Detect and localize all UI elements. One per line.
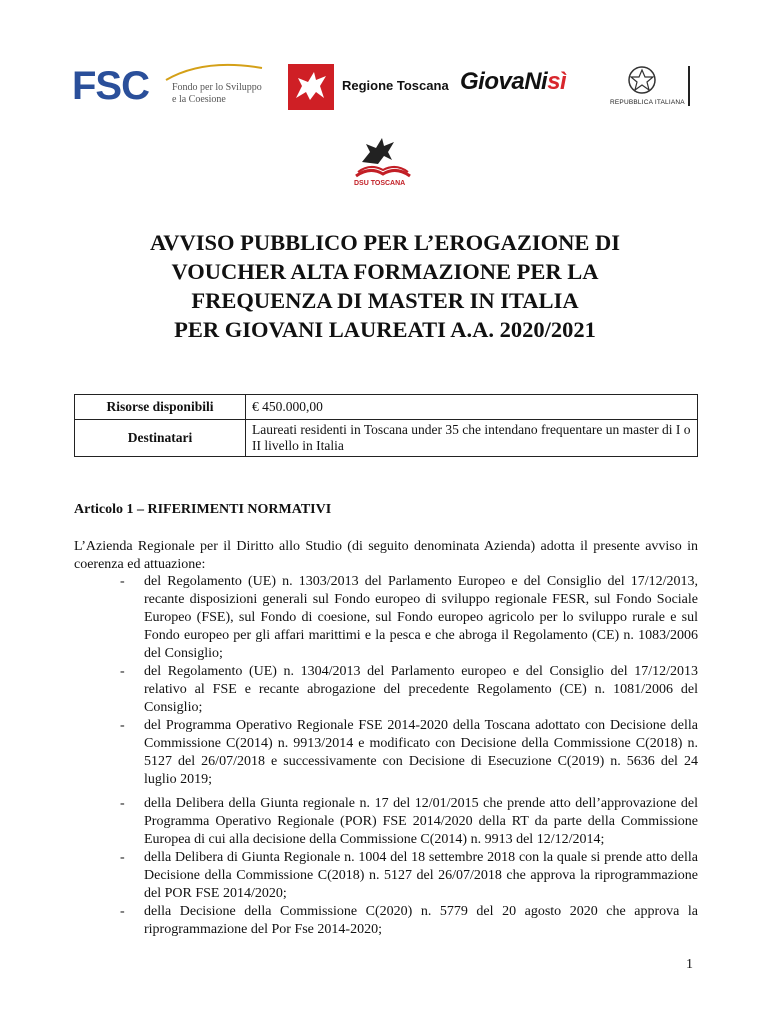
title-line: PER GIOVANI LAUREATI A.A. 2020/2021 bbox=[174, 317, 596, 342]
article-intro: L’Azienda Regionale per il Diritto allo Studio (di seguito denominata Azienda) adotta il presente avviso in coerenza ed attuazione: bbox=[74, 539, 698, 572]
bullet-dash: - bbox=[120, 850, 125, 865]
title-line: AVVISO PUBBLICO PER L’EROGAZIONE DI bbox=[149, 230, 621, 255]
list-item bbox=[74, 903, 698, 939]
bullet-dash: - bbox=[120, 574, 125, 589]
giovanisi-logo bbox=[460, 68, 566, 96]
dsu-toscana-logo bbox=[348, 132, 418, 194]
pegasus-icon bbox=[288, 64, 334, 110]
title-line: FREQUENZA DI MASTER IN ITALIA bbox=[191, 288, 579, 313]
repubblica-italiana-logo bbox=[604, 64, 694, 112]
list-item-text: della Delibera di Giunta Regionale n. 1004 del 18 settembre 2018 con la quale si prende atto della Decisione della Commissione C(2018) n. 5127 del 26/07/2018 che approva la riprogrammazione del POR FSE 2014/2020; bbox=[144, 850, 698, 901]
bullet-dash: - bbox=[120, 718, 125, 733]
emblem-icon bbox=[622, 64, 662, 98]
list-item bbox=[74, 663, 698, 717]
fsc-logo-subtitle: Fondo per lo Sviluppo e la Coesione bbox=[172, 82, 262, 105]
repubblica-label: REPUBBLICA ITALIANA bbox=[610, 99, 685, 106]
fsc-logo-mark: FSC bbox=[72, 64, 149, 108]
title-line: VOUCHER ALTA FORMAZIONE PER LA bbox=[171, 259, 599, 284]
table-cell-value: € 450.000,00 bbox=[246, 395, 698, 420]
fsc-swoosh-icon bbox=[164, 62, 264, 82]
table-row bbox=[75, 420, 698, 457]
list-item-text: del Programma Operativo Regionale FSE 2014-2020 della Toscana adottato con Decisione della Commissione C(2014) n. 9913/2014 e modificato con Decisione della Commissione C(2018) n. 5127 del 26/07/2018 e successivamente con Decisione di Esecuzione C(2019) n. 5636 del 24 luglio 2019; bbox=[144, 718, 698, 787]
list-item-text: della Decisione della Commissione C(2020) n. 5779 del 20 agosto 2020 che approva la riprogrammazione del Por Fse 2014-2020; bbox=[144, 904, 698, 937]
page-number: 1 bbox=[686, 957, 693, 972]
regione-toscana-logo bbox=[288, 64, 458, 112]
list-item-text: del Regolamento (UE) n. 1304/2013 del Parlamento europeo e del Consiglio del 17/12/2013 relativo al FSE e recante abrogazione del precedente Regolamento (CE) n. 1081/2006 del Consiglio; bbox=[144, 664, 698, 715]
list-item bbox=[74, 717, 698, 789]
giovanisi-label: GiovaNi bbox=[460, 68, 548, 95]
dsu-toscana-label: DSU TOSCANA bbox=[354, 180, 406, 187]
article-heading: Articolo 1 – RIFERIMENTI NORMATIVI bbox=[74, 502, 332, 517]
table-cell-value: Laureati residenti in Toscana under 35 che intendano frequentare un master di I o II livello in Italia bbox=[246, 420, 698, 457]
table-cell-label: Destinatari bbox=[75, 420, 246, 457]
table-cell-label: Risorse disponibili bbox=[75, 395, 246, 420]
bullet-dash: - bbox=[120, 664, 125, 679]
logo-divider bbox=[688, 66, 690, 106]
info-table bbox=[74, 394, 698, 457]
giovanisi-accent: sì bbox=[547, 68, 567, 95]
bullet-dash: - bbox=[120, 796, 125, 811]
document-title bbox=[60, 228, 710, 344]
logo-header bbox=[0, 0, 770, 200]
list-item-text: del Regolamento (UE) n. 1303/2013 del Parlamento Europeo e del Consiglio del 17/12/2013, recante disposizioni generali sul Fondo europeo di sviluppo regionale FESR, sul Fondo Sociale Europeo (FSE), sul Fondo di coesione, sul Fondo europeo agricolo per lo sviluppo rurale e sul Fondo europeo per gli affari marittimi e la pesca e che abroga il Regolamento (CE) n. 1083/2006 del Consiglio; bbox=[144, 574, 698, 661]
bullet-dash: - bbox=[120, 904, 125, 919]
list-item-text: della Delibera della Giunta regionale n. 17 del 12/01/2015 che prende atto dell’approvazione del Programma Operativo Regionale (POR) FSE 2014/2020 della RT da parte della Commissione Europea di cui alla decisione della Commissione C(2014) n. 9913 del 12/12/2014; bbox=[144, 796, 698, 847]
list-item bbox=[74, 849, 698, 903]
list-item bbox=[74, 795, 698, 849]
list-item bbox=[74, 573, 698, 663]
dsu-pegasus-icon bbox=[348, 132, 418, 180]
table-row bbox=[75, 395, 698, 420]
reference-list bbox=[74, 573, 698, 939]
fsc-logo bbox=[72, 62, 282, 118]
regione-toscana-label: Regione Toscana bbox=[342, 78, 449, 93]
